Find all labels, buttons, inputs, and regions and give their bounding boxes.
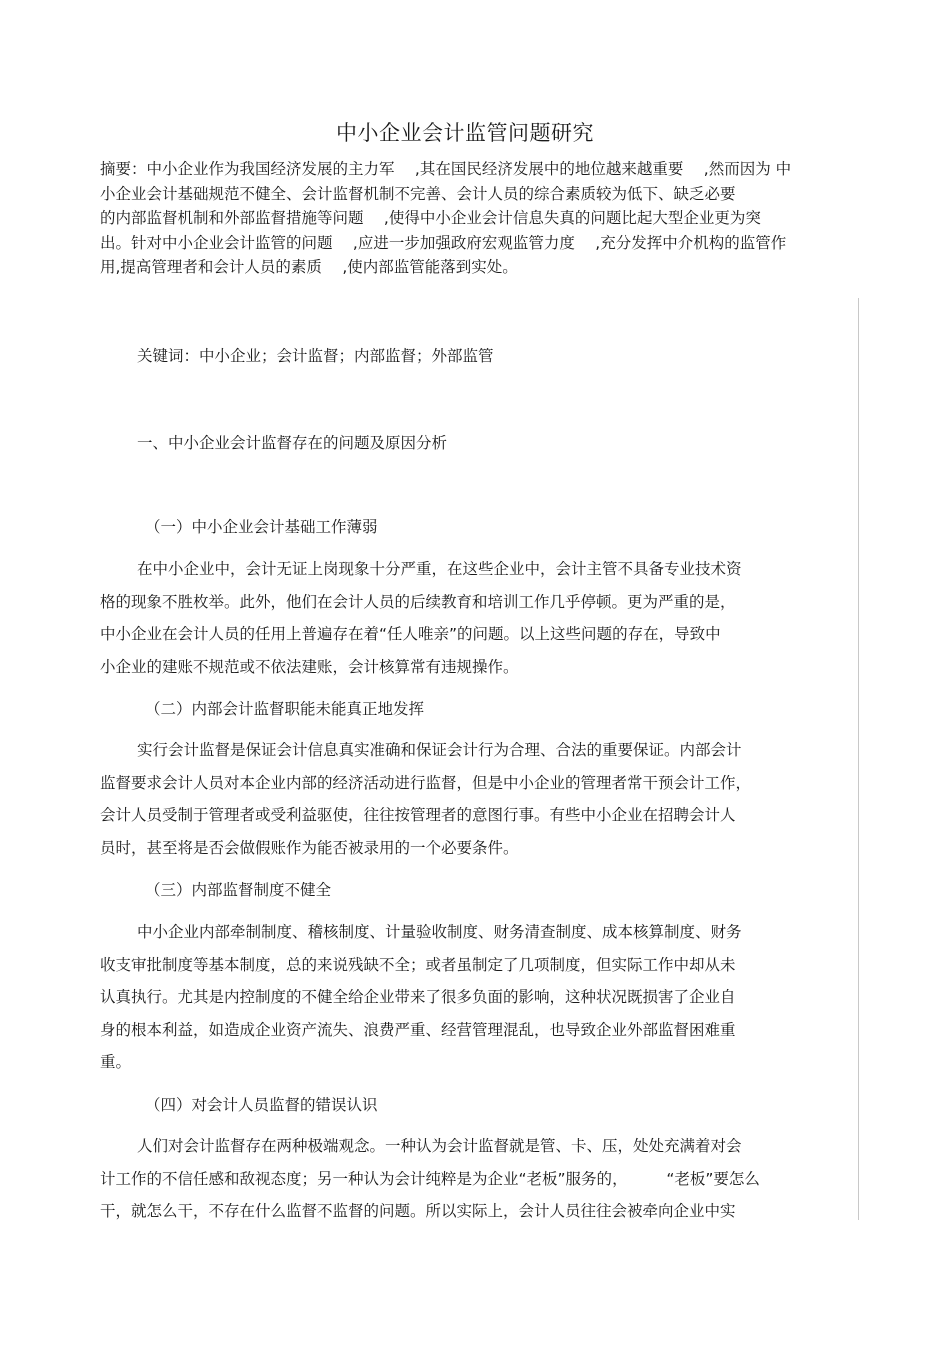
paragraph-line: 收支审批制度等基本制度，总的来说残缺不全；或者虽制定了几项制度，但实际工作中却从未	[100, 955, 736, 974]
subsection-heading: （四）对会计人员监督的错误认识	[145, 1096, 378, 1114]
paragraph-line: 人们对会计监督存在两种极端观念。一种认为会计监督就是管、卡、压，处处充满着对会	[137, 1137, 742, 1155]
paragraph	[100, 1130, 860, 1228]
paragraph-line: 实行会计监督是保证会计信息真实准确和保证会计行为合理、合法的重要保证。内部会计	[137, 741, 742, 759]
paragraph-line: 员时，甚至将是否会做假账作为能否被录用的一个必要条件。	[100, 838, 519, 857]
paragraph-line: 干，就怎么干，不存在什么监督不监督的问题。所以实际上，会计人员往往会被牵向企业中实	[100, 1202, 736, 1220]
paragraph-line: 会计人员受制于管理者或受利益驱使，往往按管理者的意图行事。有些中小企业在招聘会计人	[100, 806, 736, 824]
subsection-heading: （三）内部监督制度不健全	[145, 881, 332, 899]
abstract-line: 用,提高管理者和会计人员的素质 ,使内部监管能落到实处。	[100, 258, 518, 276]
subsection-heading: （一）中小企业会计基础工作薄弱	[145, 518, 378, 536]
paragraph-line: 认真执行。尤其是内控制度的不健全给企业带来了很多负面的影响，这种状况既损害了企业自	[100, 988, 736, 1006]
abstract-line: 出。针对中小企业会计监管的问题 ,应进一步加强政府宏观监管力度 ,充分发挥中介机构的监管作	[100, 233, 787, 252]
keywords: 关键词：中小企业；会计监督；内部监督；外部监管	[137, 347, 494, 365]
paragraph-line: 重。	[100, 1053, 132, 1071]
paragraph-line: 中小企业内部牵制制度、稽核制度、计量验收制度、财务清查制度、成本核算制度、财务	[137, 923, 742, 941]
paragraph-line: 中小企业在会计人员的任用上普遍存在着“任人唯亲”的问题。以上这些问题的存在，导致中	[100, 625, 721, 643]
paragraph-line: 计工作的不信任感和敌视态度；另一种认为会计纯粹是为企业“老板”服务的， “老板”要怎么	[100, 1169, 760, 1188]
subsection-heading: （二）内部会计监督职能未能真正地发挥	[145, 700, 425, 718]
paragraph	[100, 916, 860, 1079]
abstract	[100, 157, 860, 280]
abstract-line: 摘要：中小企业作为我国经济发展的主力军 ,其在国民经济发展中的地位越来越重要 ,然而因为 中	[100, 160, 792, 178]
section-heading: 一、中小企业会计监督存在的问题及原因分析	[137, 434, 448, 452]
abstract-line: 小企业会计基础规范不健全、会计监督机制不完善、会计人员的综合素质较为低下、缺乏必要	[100, 184, 736, 203]
paragraph	[100, 734, 860, 864]
paragraph-line: 格的现象不胜枚举。此外，他们在会计人员的后续教育和培训工作几乎停顿。更为严重的是，	[100, 592, 736, 611]
paragraph-line: 身的根本利益，如造成企业资产流失、浪费严重、经营管理混乱，也导致企业外部监督困难重	[100, 1020, 736, 1039]
paragraph-line: 监督要求会计人员对本企业内部的经济活动进行监督，但是中小企业的管理者常干预会计工作，	[100, 773, 752, 792]
paragraph-line: 在中小企业中，会计无证上岗现象十分严重，在这些企业中，会计主管不具备专业技术资	[137, 560, 742, 578]
paragraph	[100, 553, 860, 683]
paragraph-line: 小企业的建账不规范或不依法建账，会计核算常有违规操作。	[100, 657, 519, 676]
abstract-line: 的内部监督机制和外部监督措施等问题 ,使得中小企业会计信息失真的问题比起大型企业更为突	[100, 209, 761, 227]
document-title: 中小企业会计监管问题研究	[336, 121, 594, 145]
